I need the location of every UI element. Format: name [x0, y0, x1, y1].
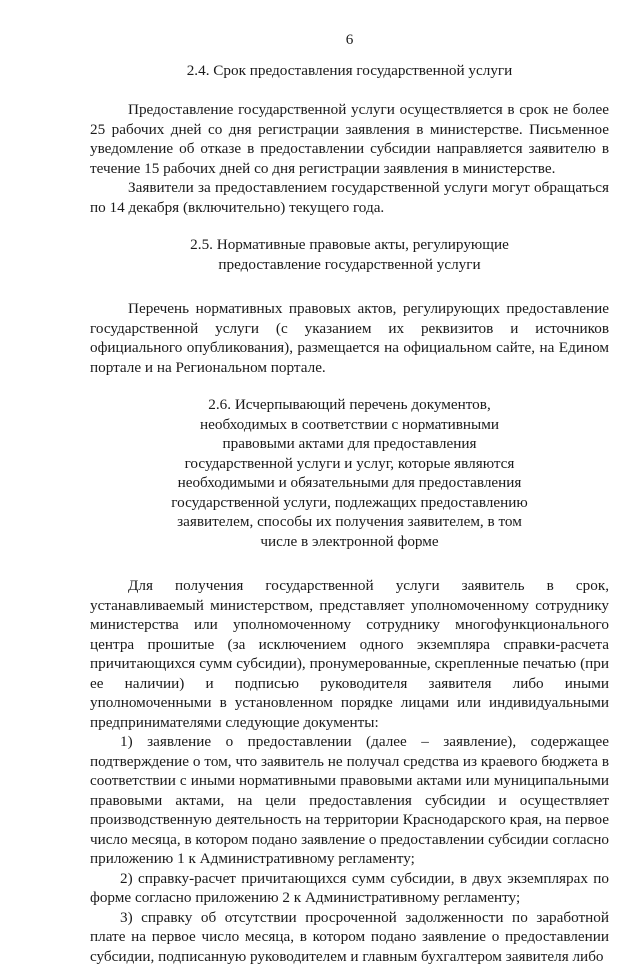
paragraph: Предоставление государственной услуги осуществляется в срок не более 25 рабочих дней со дня регистрации заявления в министерстве. Письменное уведомление об отказе в предоставлении субсидии направляется заявителю в течение 15 рабочих дней со дня регистрации заявления в министерстве.: [90, 100, 609, 178]
section-heading-2-6: [90, 395, 609, 551]
paragraph: Перечень нормативных правовых актов, регулирующих предоставление государственной услуги (с указанием их реквизитов и источников официального опубликования), размещается на официальном сайте, на Едином портале и на Региональном портале.: [90, 299, 609, 377]
paragraph: Заявители за предоставлением государственной услуги могут обращаться по 14 декабря (включительно) текущего года.: [90, 178, 609, 217]
page-number: 6: [90, 30, 609, 50]
heading-line: государственной услуги, подлежащих предоставлению: [90, 493, 609, 513]
section-heading-2-4: 2.4. Срок предоставления государственной услуги: [90, 61, 609, 81]
heading-line: необходимых в соответствии с нормативными: [90, 415, 609, 435]
heading-line: правовыми актами для предоставления: [90, 434, 609, 454]
list-item: 2) справку-расчет причитающихся сумм субсидии, в двух экземплярах по форме согласно приложению 2 к Административному регламенту;: [90, 869, 609, 908]
list-item: 3) справку об отсутствии просроченной задолженности по заработной плате на первое число месяца, в котором подано заявление о предоставлении субсидии, подписанную руководителем и главным бухгалтером заявителя либо: [90, 908, 609, 966]
heading-line: числе в электронной форме: [90, 532, 609, 552]
heading-line: заявителем, способы их получения заявителем, в том: [90, 512, 609, 532]
heading-line: 2.5. Нормативные правовые акты, регулирующие: [90, 235, 609, 255]
heading-line: необходимыми и обязательными для предоставления: [90, 473, 609, 493]
heading-line: государственной услуги и услуг, которые являются: [90, 454, 609, 474]
list-item: 1) заявление о предоставлении (далее – заявление), содержащее подтверждение о том, что заявитель не получал средства из краевого бюджета в соответствии с иными нормативными правовыми актами или муниципальными правовыми актами, на цели предоставления субсидии и осуществляет производственную деятельность на территории Краснодарского края, на первое число месяца, в котором подано заявление о предоставлении субсидии согласно приложению 1 к Административному регламенту;: [90, 732, 609, 869]
section-heading-2-5: [90, 235, 609, 274]
paragraph: Для получения государственной услуги заявитель в срок, устанавливаемый министерством, представляет уполномоченному сотруднику министерства или уполномоченному сотруднику многофункционального центра прошитые (за исключением одного экземпляра справки-расчета причитающихся сумм субсидии), пронумерованные, скрепленные печатью (при ее наличии) и подписью руководителя заявителя либо иными уполномоченными в установленном порядке лицами или индивидуальными предпринимателями следующие документы:: [90, 576, 609, 732]
heading-line: предоставление государственной услуги: [90, 255, 609, 275]
heading-line: 2.6. Исчерпывающий перечень документов,: [90, 395, 609, 415]
